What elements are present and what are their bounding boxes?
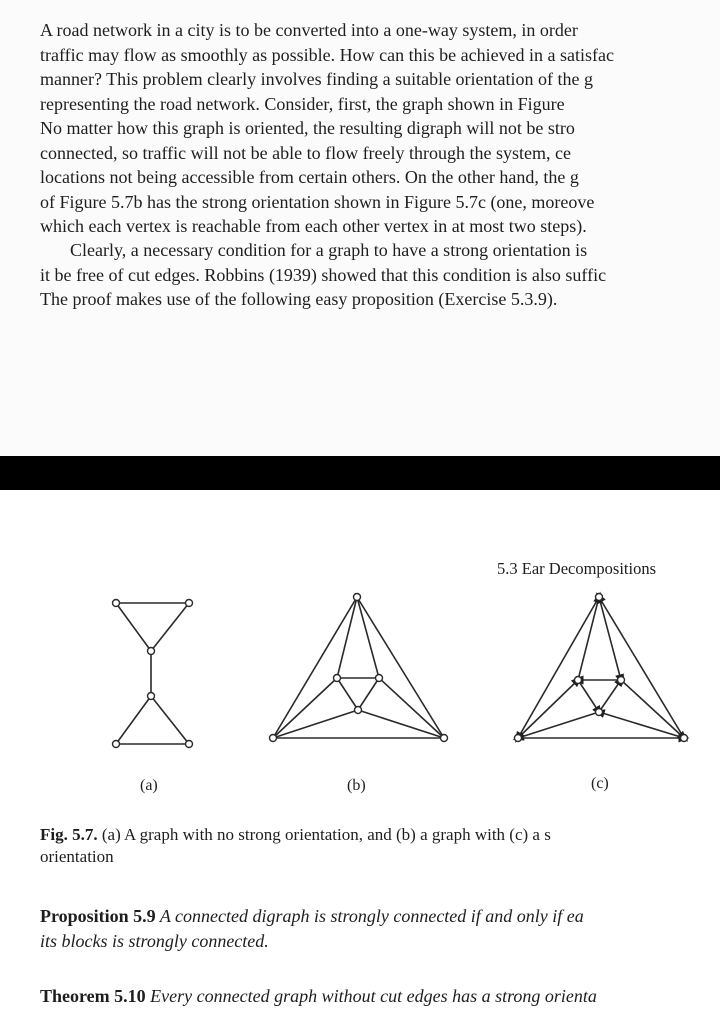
- caption-text: (a) A graph with no strong orientation, and (b) a graph with (c) a s: [97, 825, 551, 844]
- caption-label: Fig. 5.7.: [40, 825, 98, 844]
- graph-edge: [337, 678, 358, 710]
- graph-vertex: [376, 675, 383, 682]
- theorem-label: Theorem 5.10: [40, 986, 146, 1006]
- text-line: The proof makes use of the following easy proposition (Exercise 5.3.9).: [40, 289, 558, 309]
- graph-vertex: [515, 735, 522, 742]
- text-line: No matter how this graph is oriented, the resulting digraph will not be stro: [40, 118, 575, 138]
- directed-edge: [621, 680, 684, 738]
- graph-edge: [379, 678, 444, 738]
- graph-edge: [337, 597, 357, 678]
- figure-label-b: (b): [347, 777, 366, 794]
- black-divider-bar: [0, 456, 720, 490]
- proposition-5-9: [40, 904, 720, 954]
- graph-edge: [116, 603, 151, 651]
- text-line: locations not being accessible from certain others. On the other hand, the g: [40, 167, 579, 187]
- graph-vertex: [186, 600, 193, 607]
- directed-edge: [578, 680, 599, 712]
- figure-5-7: [0, 580, 720, 780]
- proposition-text: A connected digraph is strongly connected if and only if ea: [155, 906, 584, 926]
- graph-vertex: [186, 741, 193, 748]
- graph-edge: [358, 710, 444, 738]
- graph-vertex: [148, 693, 155, 700]
- paragraph-road-network: [40, 18, 720, 239]
- graph-edge: [116, 696, 151, 744]
- graph-edge: [357, 597, 444, 738]
- graph-vertex: [618, 677, 625, 684]
- bottom-page: [0, 490, 720, 1021]
- graph-vertex: [354, 594, 361, 601]
- graph-edge: [273, 710, 358, 738]
- figure-label-a: (a): [140, 777, 158, 794]
- text-line: it be free of cut edges. Robbins (1939) showed that this condition is also suffic: [40, 264, 607, 285]
- graph-a: [113, 600, 193, 748]
- text-line: A road network in a city is to be converted into a one-way system, in order: [40, 20, 578, 40]
- directed-edge: [518, 597, 599, 738]
- running-head: 5.3 Ear Decompositions: [497, 559, 657, 578]
- text-line: representing the road network. Consider, first, the graph shown in Figure: [40, 93, 565, 114]
- graph-edge: [151, 696, 189, 744]
- text-line: connected, so traffic will not be able to flow freely through the system, ce: [40, 142, 571, 163]
- figure-caption: [40, 824, 720, 868]
- graph-vertex: [575, 677, 582, 684]
- graph-vertex: [334, 675, 341, 682]
- graph-vertex: [270, 735, 277, 742]
- theorem-5-10: [40, 984, 720, 1009]
- graph-vertex: [113, 600, 120, 607]
- directed-edge: [599, 597, 684, 738]
- proposition-text: its blocks is strongly connected.: [40, 931, 269, 951]
- text-line: Clearly, a necessary condition for a graph to have a strong orientation is: [70, 240, 588, 260]
- directed-edge: [578, 597, 599, 680]
- graph-vertex: [148, 648, 155, 655]
- graph-vertex: [596, 594, 603, 601]
- graph-edge: [273, 678, 337, 738]
- graph-edge: [357, 597, 379, 678]
- graph-b: [270, 594, 448, 742]
- graph-edge: [358, 678, 379, 710]
- graph-edge: [151, 603, 189, 651]
- directed-edge: [599, 680, 621, 712]
- caption-text: orientation: [40, 847, 114, 866]
- directed-edge: [518, 680, 578, 738]
- graph-c: [515, 594, 688, 742]
- text-line: which each vertex is reachable from each other vertex in at most two steps).: [40, 216, 587, 236]
- graph-vertex: [681, 735, 688, 742]
- directed-edge: [599, 597, 621, 680]
- graph-vertex: [355, 707, 362, 714]
- graph-edge: [273, 597, 357, 738]
- graph-vertex: [596, 709, 603, 716]
- proposition-label: Proposition 5.9: [40, 906, 156, 926]
- theorem-text: Every connected graph without cut edges has a strong orienta: [145, 986, 597, 1006]
- text-line: traffic may flow as smoothly as possible. How can this be achieved in a satisfac: [40, 44, 615, 65]
- figure-label-c: (c): [591, 775, 609, 792]
- top-page: [0, 0, 720, 456]
- paragraph-robbins: [40, 238, 720, 312]
- graph-vertex: [441, 735, 448, 742]
- text-line: of Figure 5.7b has the strong orientation shown in Figure 5.7c (one, moreove: [40, 191, 595, 212]
- text-line: manner? This problem clearly involves finding a suitable orientation of the g: [40, 69, 594, 89]
- graph-vertex: [113, 741, 120, 748]
